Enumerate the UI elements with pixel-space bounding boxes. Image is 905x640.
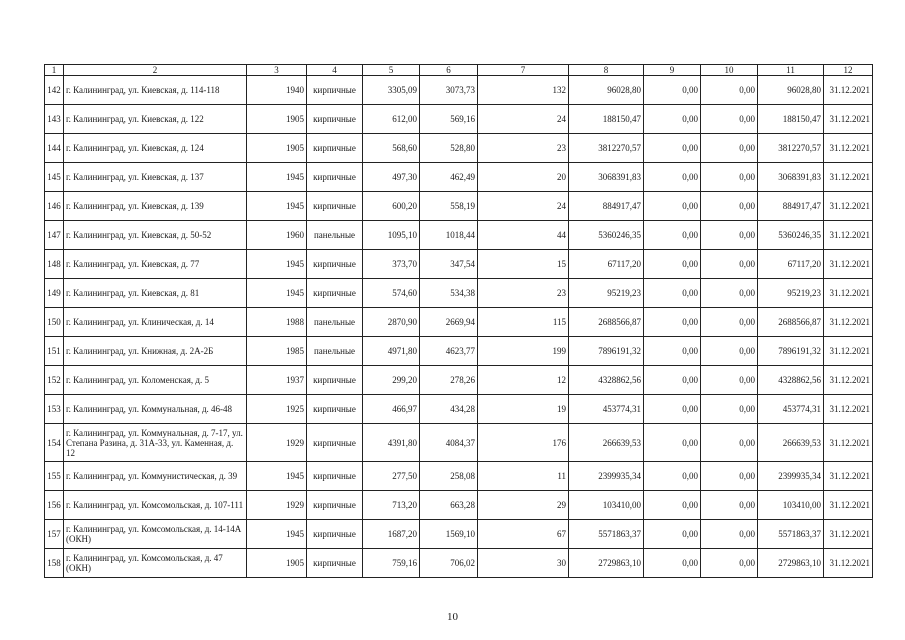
table-row — [45, 424, 873, 462]
address-cell: г. Калининград, ул. Коммунальная, д. 7-17, ул. Степана Разина, д. 31А-33, ул. Каменная, д. 12 — [64, 424, 247, 462]
col11-cell: 5571863,37 — [758, 520, 824, 549]
year-cell: 1945 — [247, 192, 307, 221]
address-cell: г. Калининград, ул. Киевская, д. 77 — [64, 250, 247, 279]
col9-cell: 0,00 — [644, 424, 701, 462]
date-cell: 31.12.2021 — [824, 491, 873, 520]
col7-cell: 23 — [478, 134, 569, 163]
col11-cell: 95219,23 — [758, 279, 824, 308]
col5-cell: 612,00 — [363, 105, 420, 134]
col11-cell: 266639,53 — [758, 424, 824, 462]
col8-cell: 188150,47 — [569, 105, 644, 134]
col5-cell: 759,16 — [363, 549, 420, 578]
table-row — [45, 308, 873, 337]
row-number-cell: 146 — [45, 192, 64, 221]
year-cell: 1945 — [247, 462, 307, 491]
column-header-11: 11 — [758, 65, 824, 76]
date-cell: 31.12.2021 — [824, 366, 873, 395]
col11-cell: 3812270,57 — [758, 134, 824, 163]
address-cell: г. Калининград, ул. Киевская, д. 50-52 — [64, 221, 247, 250]
address-cell: г. Калининград, ул. Коломенская, д. 5 — [64, 366, 247, 395]
col10-cell: 0,00 — [701, 462, 758, 491]
column-header-4: 4 — [307, 65, 363, 76]
col11-cell: 96028,80 — [758, 76, 824, 105]
table-row — [45, 549, 873, 578]
col6-cell: 558,19 — [420, 192, 478, 221]
year-cell: 1929 — [247, 424, 307, 462]
col9-cell: 0,00 — [644, 221, 701, 250]
row-number-cell: 147 — [45, 221, 64, 250]
col8-cell: 5571863,37 — [569, 520, 644, 549]
wall-material-cell: кирпичные — [307, 491, 363, 520]
col6-cell: 663,28 — [420, 491, 478, 520]
address-cell: г. Калининград, ул. Комсомольская, д. 14-14А (ОКН) — [64, 520, 247, 549]
col10-cell: 0,00 — [701, 308, 758, 337]
year-cell: 1905 — [247, 134, 307, 163]
housing-registry-table — [44, 64, 873, 578]
row-number-cell: 142 — [45, 76, 64, 105]
col8-cell: 7896191,32 — [569, 337, 644, 366]
col8-cell: 96028,80 — [569, 76, 644, 105]
col11-cell: 2399935,34 — [758, 462, 824, 491]
col8-cell: 2399935,34 — [569, 462, 644, 491]
address-cell: г. Калининград, ул. Коммунальная, д. 46-48 — [64, 395, 247, 424]
col10-cell: 0,00 — [701, 337, 758, 366]
col9-cell: 0,00 — [644, 491, 701, 520]
col5-cell: 1095,10 — [363, 221, 420, 250]
year-cell: 1925 — [247, 395, 307, 424]
col9-cell: 0,00 — [644, 76, 701, 105]
date-cell: 31.12.2021 — [824, 520, 873, 549]
table-body — [45, 76, 873, 578]
wall-material-cell: кирпичные — [307, 192, 363, 221]
col8-cell: 4328862,56 — [569, 366, 644, 395]
row-number-cell: 155 — [45, 462, 64, 491]
col9-cell: 0,00 — [644, 163, 701, 192]
date-cell: 31.12.2021 — [824, 549, 873, 578]
col8-cell: 103410,00 — [569, 491, 644, 520]
wall-material-cell: кирпичные — [307, 76, 363, 105]
col6-cell: 706,02 — [420, 549, 478, 578]
col6-cell: 278,26 — [420, 366, 478, 395]
row-number-cell: 157 — [45, 520, 64, 549]
page-number: 10 — [447, 611, 458, 623]
col9-cell: 0,00 — [644, 134, 701, 163]
col7-cell: 11 — [478, 462, 569, 491]
wall-material-cell: кирпичные — [307, 462, 363, 491]
date-cell: 31.12.2021 — [824, 462, 873, 491]
col10-cell: 0,00 — [701, 250, 758, 279]
wall-material-cell: панельные — [307, 221, 363, 250]
table-row — [45, 221, 873, 250]
col8-cell: 3812270,57 — [569, 134, 644, 163]
col7-cell: 24 — [478, 105, 569, 134]
col6-cell: 2669,94 — [420, 308, 478, 337]
col7-cell: 23 — [478, 279, 569, 308]
col7-cell: 115 — [478, 308, 569, 337]
col7-cell: 132 — [478, 76, 569, 105]
date-cell: 31.12.2021 — [824, 279, 873, 308]
col10-cell: 0,00 — [701, 279, 758, 308]
row-number-cell: 152 — [45, 366, 64, 395]
address-cell: г. Калининград, ул. Киевская, д. 114-118 — [64, 76, 247, 105]
wall-material-cell: панельные — [307, 337, 363, 366]
table-row — [45, 520, 873, 549]
address-cell: г. Калининград, ул. Комсомольская, д. 107-111 — [64, 491, 247, 520]
col6-cell: 528,80 — [420, 134, 478, 163]
row-number-cell: 150 — [45, 308, 64, 337]
col6-cell: 258,08 — [420, 462, 478, 491]
col10-cell: 0,00 — [701, 549, 758, 578]
year-cell: 1905 — [247, 549, 307, 578]
col5-cell: 568,60 — [363, 134, 420, 163]
table-header — [45, 65, 873, 76]
col5-cell: 713,20 — [363, 491, 420, 520]
col10-cell: 0,00 — [701, 134, 758, 163]
col7-cell: 24 — [478, 192, 569, 221]
col10-cell: 0,00 — [701, 424, 758, 462]
column-header-8: 8 — [569, 65, 644, 76]
year-cell: 1937 — [247, 366, 307, 395]
col11-cell: 5360246,35 — [758, 221, 824, 250]
col9-cell: 0,00 — [644, 192, 701, 221]
wall-material-cell: кирпичные — [307, 279, 363, 308]
address-cell: г. Калининград, ул. Книжная, д. 2А-2Б — [64, 337, 247, 366]
col10-cell: 0,00 — [701, 105, 758, 134]
col8-cell: 5360246,35 — [569, 221, 644, 250]
table-row — [45, 192, 873, 221]
address-cell: г. Калининград, ул. Киевская, д. 81 — [64, 279, 247, 308]
col10-cell: 0,00 — [701, 395, 758, 424]
col5-cell: 1687,20 — [363, 520, 420, 549]
col6-cell: 3073,73 — [420, 76, 478, 105]
header-row — [45, 65, 873, 76]
row-number-cell: 149 — [45, 279, 64, 308]
column-header-2: 2 — [64, 65, 247, 76]
col5-cell: 574,60 — [363, 279, 420, 308]
row-number-cell: 156 — [45, 491, 64, 520]
col9-cell: 0,00 — [644, 279, 701, 308]
table-row — [45, 337, 873, 366]
col6-cell: 4084,37 — [420, 424, 478, 462]
col6-cell: 347,54 — [420, 250, 478, 279]
table-row — [45, 491, 873, 520]
date-cell: 31.12.2021 — [824, 221, 873, 250]
col9-cell: 0,00 — [644, 549, 701, 578]
address-cell: г. Калининград, ул. Киевская, д. 139 — [64, 192, 247, 221]
col5-cell: 497,30 — [363, 163, 420, 192]
col6-cell: 434,28 — [420, 395, 478, 424]
row-number-cell: 153 — [45, 395, 64, 424]
col11-cell: 103410,00 — [758, 491, 824, 520]
col11-cell: 453774,31 — [758, 395, 824, 424]
table-row — [45, 134, 873, 163]
col11-cell: 2688566,87 — [758, 308, 824, 337]
col5-cell: 277,50 — [363, 462, 420, 491]
year-cell: 1905 — [247, 105, 307, 134]
col11-cell: 67117,20 — [758, 250, 824, 279]
wall-material-cell: кирпичные — [307, 366, 363, 395]
col9-cell: 0,00 — [644, 337, 701, 366]
address-cell: г. Калининград, ул. Киевская, д. 122 — [64, 105, 247, 134]
col9-cell: 0,00 — [644, 308, 701, 337]
row-number-cell: 158 — [45, 549, 64, 578]
wall-material-cell: кирпичные — [307, 250, 363, 279]
table-row — [45, 462, 873, 491]
col6-cell: 462,49 — [420, 163, 478, 192]
address-cell: г. Калининград, ул. Комсомольская, д. 47 (ОКН) — [64, 549, 247, 578]
column-header-5: 5 — [363, 65, 420, 76]
col7-cell: 199 — [478, 337, 569, 366]
col6-cell: 1569,10 — [420, 520, 478, 549]
col5-cell: 466,97 — [363, 395, 420, 424]
col5-cell: 600,20 — [363, 192, 420, 221]
table-row — [45, 279, 873, 308]
col8-cell: 453774,31 — [569, 395, 644, 424]
date-cell: 31.12.2021 — [824, 192, 873, 221]
col6-cell: 4623,77 — [420, 337, 478, 366]
year-cell: 1960 — [247, 221, 307, 250]
col5-cell: 299,20 — [363, 366, 420, 395]
column-header-3: 3 — [247, 65, 307, 76]
col8-cell: 95219,23 — [569, 279, 644, 308]
date-cell: 31.12.2021 — [824, 337, 873, 366]
date-cell: 31.12.2021 — [824, 105, 873, 134]
column-header-10: 10 — [701, 65, 758, 76]
column-header-9: 9 — [644, 65, 701, 76]
address-cell: г. Калининград, ул. Киевская, д. 137 — [64, 163, 247, 192]
row-number-cell: 143 — [45, 105, 64, 134]
col8-cell: 2729863,10 — [569, 549, 644, 578]
date-cell: 31.12.2021 — [824, 308, 873, 337]
year-cell: 1985 — [247, 337, 307, 366]
date-cell: 31.12.2021 — [824, 424, 873, 462]
col7-cell: 19 — [478, 395, 569, 424]
row-number-cell: 148 — [45, 250, 64, 279]
col9-cell: 0,00 — [644, 395, 701, 424]
table-row — [45, 163, 873, 192]
date-cell: 31.12.2021 — [824, 76, 873, 105]
col7-cell: 44 — [478, 221, 569, 250]
wall-material-cell: панельные — [307, 308, 363, 337]
column-header-7: 7 — [478, 65, 569, 76]
col5-cell: 3305,09 — [363, 76, 420, 105]
date-cell: 31.12.2021 — [824, 250, 873, 279]
col7-cell: 176 — [478, 424, 569, 462]
address-cell: г. Калининград, ул. Коммунистическая, д. 39 — [64, 462, 247, 491]
col7-cell: 15 — [478, 250, 569, 279]
col10-cell: 0,00 — [701, 520, 758, 549]
col6-cell: 569,16 — [420, 105, 478, 134]
col6-cell: 1018,44 — [420, 221, 478, 250]
row-number-cell: 154 — [45, 424, 64, 462]
row-number-cell: 144 — [45, 134, 64, 163]
col9-cell: 0,00 — [644, 105, 701, 134]
col10-cell: 0,00 — [701, 76, 758, 105]
col11-cell: 2729863,10 — [758, 549, 824, 578]
col9-cell: 0,00 — [644, 366, 701, 395]
col8-cell: 2688566,87 — [569, 308, 644, 337]
date-cell: 31.12.2021 — [824, 163, 873, 192]
table-row — [45, 366, 873, 395]
col5-cell: 4391,80 — [363, 424, 420, 462]
col6-cell: 534,38 — [420, 279, 478, 308]
year-cell: 1929 — [247, 491, 307, 520]
col10-cell: 0,00 — [701, 491, 758, 520]
col5-cell: 4971,80 — [363, 337, 420, 366]
date-cell: 31.12.2021 — [824, 395, 873, 424]
col7-cell: 12 — [478, 366, 569, 395]
year-cell: 1988 — [247, 308, 307, 337]
col11-cell: 7896191,32 — [758, 337, 824, 366]
table-row — [45, 105, 873, 134]
col8-cell: 884917,47 — [569, 192, 644, 221]
col9-cell: 0,00 — [644, 250, 701, 279]
date-cell: 31.12.2021 — [824, 134, 873, 163]
row-number-cell: 145 — [45, 163, 64, 192]
column-header-1: 1 — [45, 65, 64, 76]
col8-cell: 266639,53 — [569, 424, 644, 462]
wall-material-cell: кирпичные — [307, 395, 363, 424]
col7-cell: 29 — [478, 491, 569, 520]
col11-cell: 3068391,83 — [758, 163, 824, 192]
col5-cell: 373,70 — [363, 250, 420, 279]
col11-cell: 4328862,56 — [758, 366, 824, 395]
wall-material-cell: кирпичные — [307, 105, 363, 134]
address-cell: г. Калининград, ул. Клиническая, д. 14 — [64, 308, 247, 337]
table-row — [45, 395, 873, 424]
row-number-cell: 151 — [45, 337, 64, 366]
address-cell: г. Калининград, ул. Киевская, д. 124 — [64, 134, 247, 163]
col10-cell: 0,00 — [701, 163, 758, 192]
col7-cell: 20 — [478, 163, 569, 192]
col7-cell: 67 — [478, 520, 569, 549]
column-header-6: 6 — [420, 65, 478, 76]
col11-cell: 188150,47 — [758, 105, 824, 134]
col11-cell: 884917,47 — [758, 192, 824, 221]
col9-cell: 0,00 — [644, 520, 701, 549]
wall-material-cell: кирпичные — [307, 424, 363, 462]
col10-cell: 0,00 — [701, 366, 758, 395]
year-cell: 1945 — [247, 163, 307, 192]
column-header-12: 12 — [824, 65, 873, 76]
wall-material-cell: кирпичные — [307, 520, 363, 549]
wall-material-cell: кирпичные — [307, 549, 363, 578]
wall-material-cell: кирпичные — [307, 163, 363, 192]
year-cell: 1945 — [247, 279, 307, 308]
year-cell: 1945 — [247, 250, 307, 279]
col8-cell: 3068391,83 — [569, 163, 644, 192]
wall-material-cell: кирпичные — [307, 134, 363, 163]
col10-cell: 0,00 — [701, 192, 758, 221]
col10-cell: 0,00 — [701, 221, 758, 250]
table-row — [45, 76, 873, 105]
year-cell: 1945 — [247, 520, 307, 549]
col5-cell: 2870,90 — [363, 308, 420, 337]
col7-cell: 30 — [478, 549, 569, 578]
col8-cell: 67117,20 — [569, 250, 644, 279]
year-cell: 1940 — [247, 76, 307, 105]
table-row — [45, 250, 873, 279]
col9-cell: 0,00 — [644, 462, 701, 491]
